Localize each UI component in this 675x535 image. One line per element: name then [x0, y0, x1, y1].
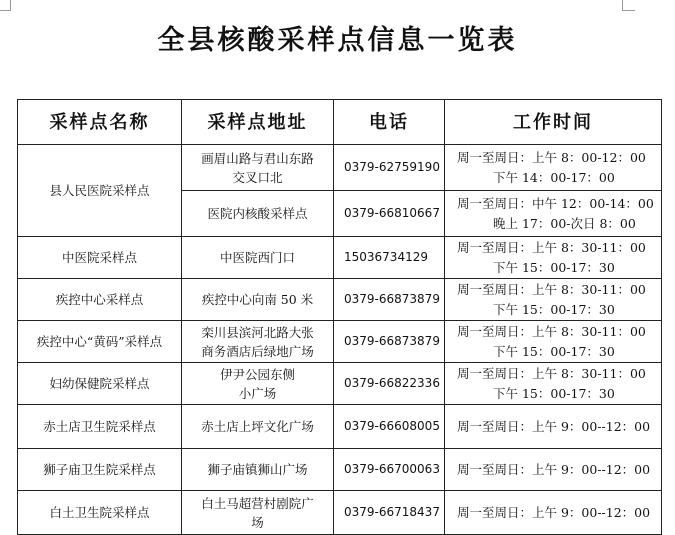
- phone-cell: 0379-66873879: [334, 321, 445, 363]
- working-hours-line: 周一至周日：上午 9：00--12：00: [457, 461, 651, 477]
- site-name-cell: 疾控中心“黄码”采样点: [18, 321, 182, 363]
- working-hours-cell: [445, 363, 662, 405]
- working-hours-line: 周一至周日：中午 12：00-14：00: [457, 195, 654, 211]
- working-hours-line: 下午 15：00-17：30: [493, 259, 615, 275]
- site-address-line: 赤土店上坪文化广场: [201, 419, 314, 434]
- site-name-cell: 赤土店卫生院采样点: [18, 405, 182, 449]
- working-hours-line: 下午 15：00-17：30: [493, 385, 615, 401]
- working-hours-cell: [445, 449, 662, 491]
- table-body: [18, 145, 662, 535]
- working-hours-line: 周一至周日：上午 9：00--12：00: [457, 418, 651, 434]
- site-address-line: 场: [251, 514, 264, 530]
- site-address-line: 画眉山路与君山东路: [201, 150, 314, 166]
- table-row: [18, 279, 662, 321]
- working-hours-cell: [445, 279, 662, 321]
- phone-cell: 0379-66810667: [334, 191, 445, 237]
- site-address-line: 伊尹公园东侧: [219, 366, 295, 382]
- working-hours-cell: [445, 237, 662, 279]
- working-hours-cell: [445, 321, 662, 363]
- site-name-cell: 妇幼保健院采样点: [18, 363, 182, 405]
- table-row: [18, 491, 662, 535]
- working-hours-line: 下午 14：00-17：00: [493, 169, 615, 185]
- header-site-address: 采样点地址: [182, 100, 334, 145]
- working-hours-line: 周一至周日：上午 8：30-11：00: [457, 239, 646, 255]
- phone-cell: 15036734129: [334, 237, 445, 279]
- site-address-line: 白土马超营村剧院广: [201, 495, 314, 511]
- site-address-cell: [182, 405, 334, 449]
- site-address-cell: [182, 363, 334, 405]
- site-name-cell: 疾控中心采样点: [18, 279, 182, 321]
- header-site-name: 采样点名称: [18, 100, 182, 145]
- site-address-line: 中医院西门口: [219, 250, 295, 265]
- working-hours-cell: [445, 145, 662, 191]
- working-hours-line: 周一至周日：上午 8：30-11：00: [457, 365, 646, 381]
- page-corner-mark-left: [0, 0, 11, 11]
- site-address-cell: [182, 321, 334, 363]
- phone-cell: 0379-66822336: [334, 363, 445, 405]
- table-row: [18, 405, 662, 449]
- table-row: [18, 363, 662, 405]
- table-row: [18, 449, 662, 491]
- table-row: [18, 237, 662, 279]
- site-name-cell: 中医院采样点: [18, 237, 182, 279]
- header-phone: 电话: [334, 100, 445, 145]
- site-name-cell: 白土卫生院采样点: [18, 491, 182, 535]
- working-hours-cell: [445, 491, 662, 535]
- phone-cell: 0379-66718437: [334, 491, 445, 535]
- site-address-line: 交叉口北: [232, 169, 283, 185]
- working-hours-line: 周一至周日：上午 9：00--12：00: [457, 504, 651, 520]
- site-address-cell: [182, 237, 334, 279]
- table-row: [18, 145, 662, 191]
- phone-cell: 0379-62759190: [334, 145, 445, 191]
- phone-cell: 0379-66873879: [334, 279, 445, 321]
- phone-cell: 0379-66700063: [334, 449, 445, 491]
- sampling-sites-table: [17, 99, 662, 535]
- header-working-hours: 工作时间: [445, 100, 662, 145]
- site-address-line: 商务酒店后绿地广场: [201, 343, 314, 359]
- phone-cell: 0379-66608005: [334, 405, 445, 449]
- working-hours-line: 周一至周日：上午 8：30-11：00: [457, 323, 646, 339]
- site-address-line: 栾川县滨河北路大张: [201, 324, 314, 340]
- site-address-cell: [182, 491, 334, 535]
- working-hours-line: 周一至周日：上午 8：30-11：00: [457, 281, 646, 297]
- page-corner-mark-right-tick: [623, 10, 635, 11]
- site-address-line: 医院内核酸采样点: [207, 206, 308, 221]
- page-title: 全县核酸采样点信息一览表: [157, 25, 518, 56]
- working-hours-cell: [445, 405, 662, 449]
- working-hours-line: 下午 15：00-17：30: [493, 301, 615, 317]
- working-hours-line: 周一至周日：上午 8：00-12：00: [457, 149, 646, 165]
- working-hours-cell: [445, 191, 662, 237]
- site-name-cell: 县人民医院采样点: [18, 145, 182, 237]
- site-name-cell: 狮子庙卫生院采样点: [18, 449, 182, 491]
- table-row: [18, 321, 662, 363]
- site-address-cell: [182, 145, 334, 191]
- site-address-line: 疾控中心向南 50 米: [201, 292, 314, 307]
- working-hours-line: 晚上 17：00-次日 8：00: [493, 215, 636, 231]
- table-header-row: [18, 100, 662, 145]
- site-address-cell: [182, 191, 334, 237]
- site-address-line: 狮子庙镇狮山广场: [207, 462, 308, 477]
- site-address-line: 小广场: [238, 385, 277, 401]
- working-hours-line: 下午 15：00-17：30: [493, 343, 615, 359]
- site-address-cell: [182, 279, 334, 321]
- site-address-cell: [182, 449, 334, 491]
